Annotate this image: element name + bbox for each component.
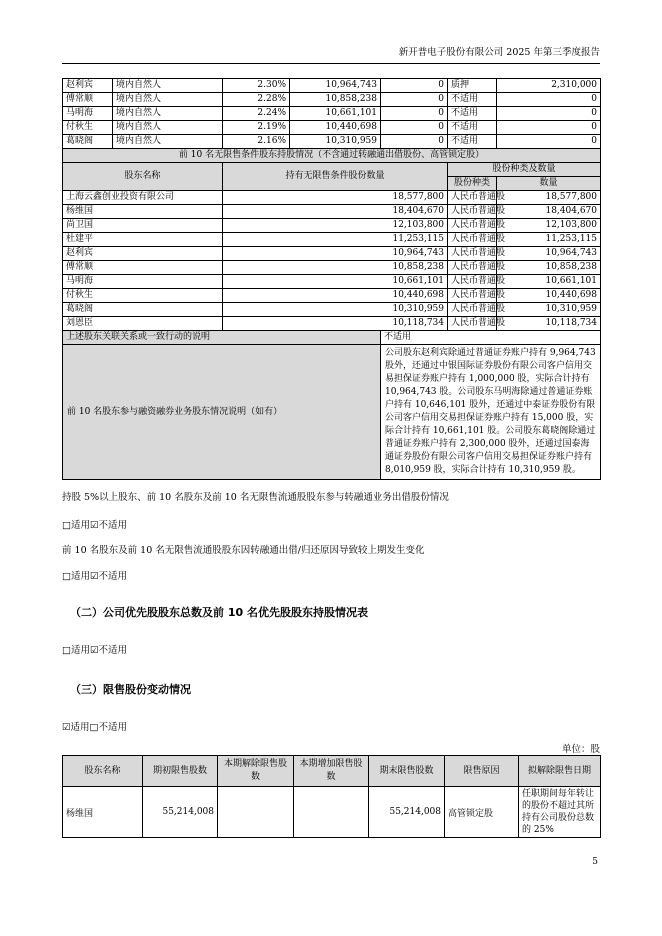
table-row [63, 93, 601, 107]
related-label: 上述股东关联关系或一致行动的说明 [63, 331, 381, 345]
table-row [63, 107, 601, 121]
unrestricted-qty: 10,440,698 [223, 289, 448, 303]
col-unrestricted-qty: 持有无限售条件股份数量 [223, 163, 448, 191]
table-row [63, 289, 601, 303]
pledge-qty: 2,310,000 [497, 79, 601, 93]
restricted-shares: 0 [381, 121, 448, 135]
unrestricted-qty: 10,661,101 [223, 275, 448, 289]
pledge-status: 质押 [448, 79, 497, 93]
share-kind: 人民币普通股 [448, 191, 497, 205]
pledge-status: 不适用 [448, 93, 497, 107]
share-count: 10,118,734 [497, 317, 601, 331]
holding-shares: 10,440,698 [290, 121, 381, 135]
shareholder-name: 葛晓阁 [63, 303, 223, 317]
restricted-option: ☑适用□不适用 [62, 722, 127, 733]
shareholder-name: 付秋生 [63, 121, 113, 135]
release-date: 任职期间每年转让的股份不超过其所持有公司股份总数的 25% [519, 787, 601, 838]
shareholder-name: 马明海 [63, 107, 113, 121]
end-restricted: 55,214,008 [369, 787, 445, 838]
column-header: 本期解除限售股数 [218, 756, 294, 787]
shareholder-name: 赵利宾 [63, 79, 113, 93]
added-restricted [294, 787, 369, 838]
share-count: 10,440,698 [497, 289, 601, 303]
table-row [63, 317, 601, 331]
unrestricted-qty: 10,310,959 [223, 303, 448, 317]
section-preferred: （二）公司优先股股东总数及前 10 名优先股股东持股情况表 [70, 606, 368, 619]
unrestricted-qty: 11,253,115 [223, 233, 448, 247]
share-kind: 人民币普通股 [448, 317, 497, 331]
restricted-shares: 0 [381, 135, 448, 149]
share-count: 11,253,115 [497, 233, 601, 247]
shareholder-name: 杜建平 [63, 233, 223, 247]
shareholder-name: 赵利宾 [63, 247, 223, 261]
restricted-header-row [63, 756, 601, 787]
unrestricted-rows [63, 191, 601, 331]
share-kind: 人民币普通股 [448, 233, 497, 247]
share-kind: 人民币普通股 [448, 247, 497, 261]
pledge-status: 不适用 [448, 135, 497, 149]
pledge-qty: 0 [497, 135, 601, 149]
unrestricted-qty: 10,858,238 [223, 261, 448, 275]
pledge-status: 不适用 [448, 121, 497, 135]
column-header: 限售原因 [445, 756, 519, 787]
share-count: 10,310,959 [497, 303, 601, 317]
preferred-option: □适用☑不适用 [62, 645, 127, 656]
shareholder-nature: 境内自然人 [113, 93, 223, 107]
holding-shares: 10,661,101 [290, 107, 381, 121]
table-row [63, 303, 601, 317]
shareholder-name: 马明海 [63, 275, 223, 289]
released-restricted [218, 787, 294, 838]
restricted-rows [63, 787, 601, 838]
restricted-shares-table [62, 755, 601, 838]
unrestricted-qty: 10,964,743 [223, 247, 448, 261]
page-number: 5 [592, 857, 598, 867]
page-header [62, 44, 600, 64]
restricted-shares: 0 [381, 93, 448, 107]
unit-label: 单位：股 [561, 744, 600, 755]
share-kind: 人民币普通股 [448, 205, 497, 219]
column-header: 本期增加限售股数 [294, 756, 369, 787]
unrestricted-qty: 12,103,800 [223, 219, 448, 233]
table-row [63, 219, 601, 233]
holding-shares: 10,310,959 [290, 135, 381, 149]
share-count: 10,858,238 [497, 261, 601, 275]
share-count: 12,103,800 [497, 219, 601, 233]
holding-ratio: 2.30% [223, 79, 290, 93]
report-title: 新开普电子股份有限公司 2025 年第三季度报告 [398, 47, 600, 58]
shareholder-name: 付秋生 [63, 289, 223, 303]
table-row [63, 191, 601, 205]
shareholder-nature: 境内自然人 [113, 107, 223, 121]
change-note: 前 10 名股东及前 10 名无限售流通股股东因转融通出借/归还原因导致较上期发生变化 [62, 545, 425, 556]
shareholder-name: 葛晓阁 [63, 135, 113, 149]
shareholder-name: 刘恩臣 [63, 317, 223, 331]
shareholder-nature: 境内自然人 [113, 135, 223, 149]
shareholder-name: 傅常顺 [63, 261, 223, 275]
shareholder-name: 杨维国 [63, 787, 143, 838]
margin-value: 公司股东赵利宾除通过普通证券账户持有 9,964,743 股外，还通过中银国际证券股份有限公司客户信用交易担保证券账户持有 1,000,000 股，实际合计持有 10,964,743 股。公司股东马明海除通过普通证券账户持有 10,646,101 股外，还通过中泰证券股份有限公司客户信用交易担保证券账户持有 15,000 股，实际合计持有 10,661,101 股。公司股东葛晓阁除通过普通证券账户持有 2,300,000 股外，还通过国泰海通证券股份有限公司客户信用交易担保证券账户持有 8,010,959 股，实际合计持有 10,310,959 股。 [381, 345, 601, 480]
table-row [63, 79, 601, 93]
top-shareholder-rows [63, 79, 601, 149]
table-row [63, 121, 601, 135]
share-count: 18,404,670 [497, 205, 601, 219]
lending-option: □适用☑不适用 [62, 520, 127, 531]
shareholder-name: 上海云鑫创业投资有限公司 [63, 191, 223, 205]
table-row [63, 261, 601, 275]
pledge-status: 不适用 [448, 107, 497, 121]
change-option: □适用☑不适用 [62, 571, 127, 582]
restricted-reason: 高管锁定股 [445, 787, 519, 838]
shareholder-name: 杨维国 [63, 205, 223, 219]
share-count: 18,577,800 [497, 191, 601, 205]
column-header: 拟解除限售日期 [519, 756, 601, 787]
share-kind: 人民币普通股 [448, 303, 497, 317]
holding-shares: 10,964,743 [290, 79, 381, 93]
restricted-shares: 0 [381, 107, 448, 121]
begin-restricted: 55,214,008 [143, 787, 218, 838]
shareholder-name: 傅常顺 [63, 93, 113, 107]
col-share-kind: 股份种类 [448, 177, 497, 191]
table-row [63, 135, 601, 149]
share-kind: 人民币普通股 [448, 275, 497, 289]
restricted-shares: 0 [381, 79, 448, 93]
holding-ratio: 2.16% [223, 135, 290, 149]
share-count: 10,661,101 [497, 275, 601, 289]
col-shareholder-name: 股东名称 [63, 163, 223, 191]
section-restricted: （三）限售股份变动情况 [70, 683, 191, 696]
share-kind: 人民币普通股 [448, 219, 497, 233]
margin-label: 前 10 名股东参与融资融券业务股东情况说明（如有） [63, 345, 381, 480]
table-row [63, 233, 601, 247]
share-count: 10,964,743 [497, 247, 601, 261]
lending-note: 持股 5%以上股东、前 10 名股东及前 10 名无限售流通股股东参与转融通业务出借股份情况 [62, 492, 449, 503]
unrestricted-title: 前 10 名无限售条件股东持股情况（不含通过转融通出借股份、高管锁定股） [63, 149, 601, 163]
holding-ratio: 2.19% [223, 121, 290, 135]
col-kind-group: 股份种类及数量 [448, 163, 601, 177]
table-row [63, 247, 601, 261]
holding-ratio: 2.24% [223, 107, 290, 121]
share-kind: 人民币普通股 [448, 261, 497, 275]
pledge-qty: 0 [497, 121, 601, 135]
column-header: 期初限售股数 [143, 756, 218, 787]
pledge-qty: 0 [497, 93, 601, 107]
table-row [63, 787, 601, 838]
unrestricted-qty: 18,577,800 [223, 191, 448, 205]
column-header: 期末限售股数 [369, 756, 445, 787]
related-value: 不适用 [381, 331, 601, 345]
shareholder-name: 尚卫国 [63, 219, 223, 233]
table-row [63, 205, 601, 219]
shareholder-nature: 境内自然人 [113, 79, 223, 93]
unrestricted-qty: 18,404,670 [223, 205, 448, 219]
col-share-count: 数量 [497, 177, 601, 191]
pledge-qty: 0 [497, 107, 601, 121]
table-row [63, 275, 601, 289]
column-header: 股东名称 [63, 756, 143, 787]
holding-shares: 10,858,238 [290, 93, 381, 107]
shareholder-nature: 境内自然人 [113, 121, 223, 135]
holding-ratio: 2.28% [223, 93, 290, 107]
shareholder-table [62, 78, 601, 480]
unrestricted-qty: 10,118,734 [223, 317, 448, 331]
share-kind: 人民币普通股 [448, 289, 497, 303]
